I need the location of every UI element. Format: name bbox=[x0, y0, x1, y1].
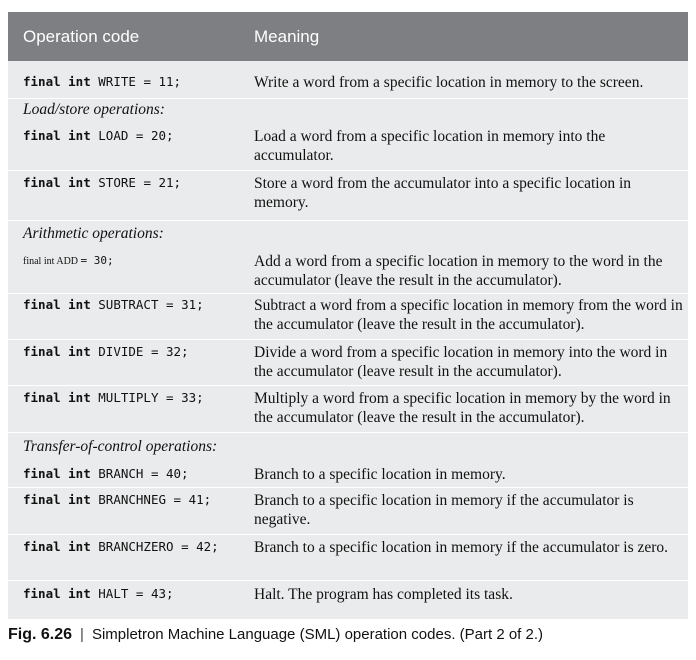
row-divider bbox=[8, 339, 688, 340]
header-meaning: Meaning bbox=[254, 27, 320, 46]
row-divider bbox=[8, 98, 688, 99]
opcode-code: final int BRANCHNEG = 41; bbox=[23, 492, 212, 507]
row-divider bbox=[8, 220, 688, 221]
section-label-load-store: Load/store operations: bbox=[23, 101, 165, 118]
opcode-meaning: Subtract a word from a specific location in memory from the word in the accumulator (leave the result in the accumulator). bbox=[254, 297, 683, 333]
opcode-meaning: Branch to a specific location in memory if the accumulator is zero. bbox=[254, 539, 669, 556]
row-divider bbox=[8, 432, 688, 433]
row-divider bbox=[8, 580, 688, 581]
opcode-code: final int SUBTRACT = 31; bbox=[23, 297, 204, 312]
opcode-code: final int HALT = 43; bbox=[23, 586, 174, 601]
opcode-code: final int WRITE = 11; bbox=[23, 74, 182, 89]
opcode-meaning: Halt. The program has completed its task. bbox=[254, 586, 513, 603]
row-divider bbox=[8, 385, 688, 386]
opcode-table bbox=[8, 12, 688, 619]
opcode-meaning: Load a word from a specific location in memory into the accumulator. bbox=[254, 128, 606, 164]
opcode-code: final int DIVIDE = 32; bbox=[23, 344, 189, 359]
opcode-code: final int LOAD = 20; bbox=[23, 128, 174, 143]
opcode-meaning: Add a word from a specific location in memory to the word in the accumulator (leave the result in the accumulator). bbox=[254, 253, 663, 289]
section-label-arithmetic: Arithmetic operations: bbox=[23, 225, 164, 242]
opcode-code: final int MULTIPLY = 33; bbox=[23, 390, 204, 405]
caption-text: Simpletron Machine Language (SML) operation codes. (Part 2 of 2.) bbox=[91, 626, 544, 643]
figure-caption bbox=[8, 626, 543, 644]
row-divider bbox=[8, 170, 688, 171]
header-operation-code: Operation code bbox=[23, 27, 140, 46]
opcode-code: final int BRANCHZERO = 42; bbox=[23, 539, 219, 554]
figure-number: Fig. 6.26 bbox=[8, 626, 73, 643]
opcode-meaning: Branch to a specific location in memory if the accumulator is negative. bbox=[254, 492, 634, 528]
table-header bbox=[8, 12, 688, 61]
opcode-meaning: Multiply a word from a specific location in memory by the word in the accumulator (leave the result in the accumulator). bbox=[254, 390, 671, 426]
opcode-code: final int ADD = 30; bbox=[23, 254, 114, 267]
opcode-meaning: Write a word from a specific location in memory to the screen. bbox=[254, 74, 644, 91]
opcode-code: final int BRANCH = 40; bbox=[23, 466, 189, 481]
row-divider bbox=[8, 293, 688, 294]
caption-separator: | bbox=[80, 626, 84, 643]
opcode-meaning: Store a word from the accumulator into a specific location in memory. bbox=[254, 175, 632, 211]
row-divider bbox=[8, 487, 688, 488]
opcode-meaning: Divide a word from a specific location in memory into the word in the accumulator (leave result in the accumulator). bbox=[254, 344, 668, 380]
row-divider bbox=[8, 534, 688, 535]
opcode-code: final int STORE = 21; bbox=[23, 175, 182, 190]
opcode-meaning: Branch to a specific location in memory. bbox=[254, 466, 506, 483]
section-label-transfer-of-control: Transfer-of-control operations: bbox=[23, 438, 218, 455]
